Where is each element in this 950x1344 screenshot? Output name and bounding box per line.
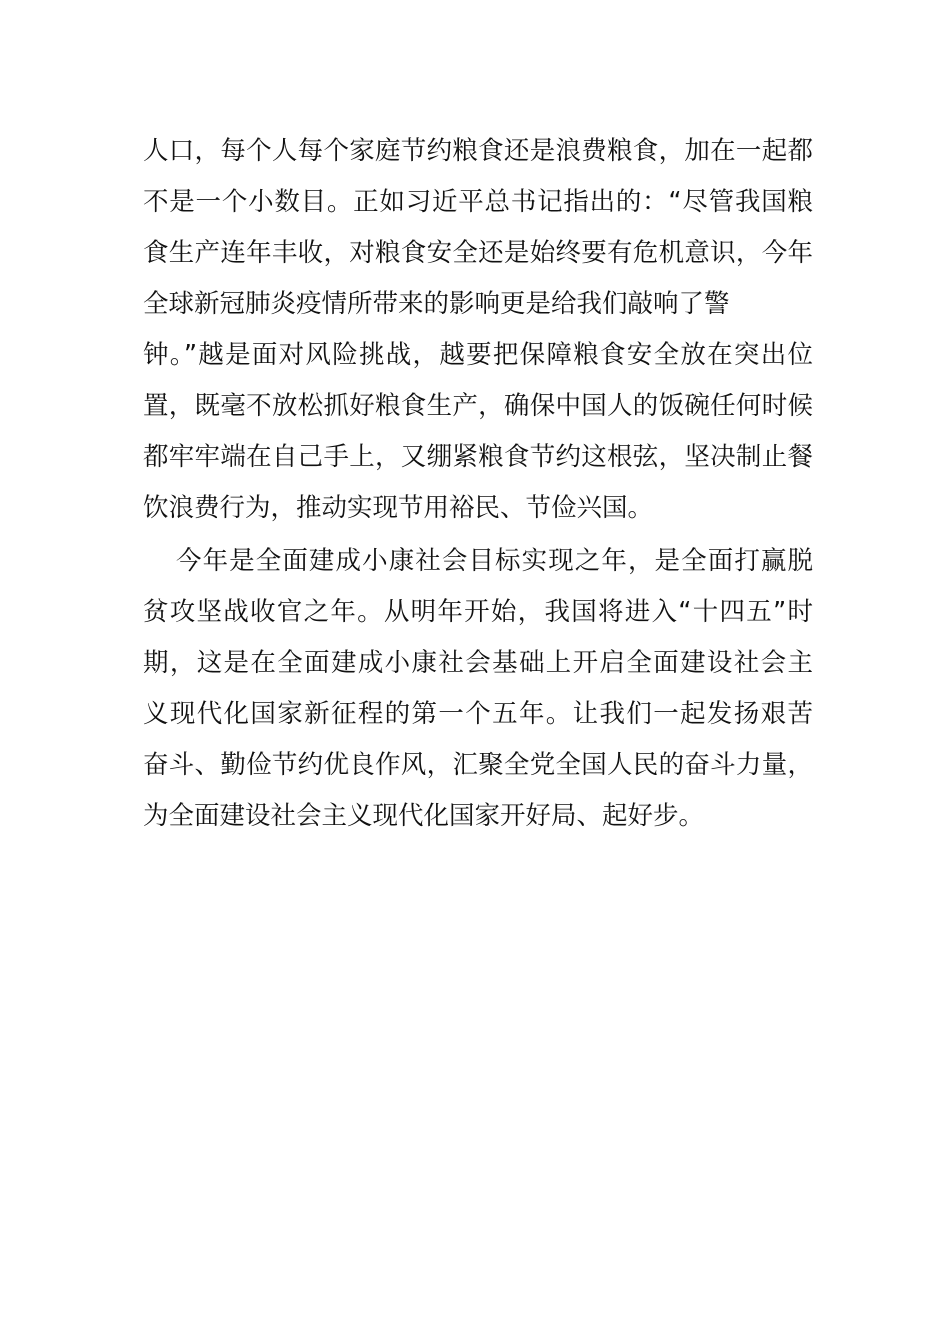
paragraph-line: 贫攻坚战收官之年。从明年开始，我国将进入“十四五”时 [143, 597, 813, 627]
paragraph-line: 为全面建设社会主义现代化国家开好局、起好步。 [143, 801, 705, 831]
paragraph-line: 今年是全面建成小康社会目标实现之年，是全面打赢脱 [176, 546, 813, 576]
paragraph-line: 期，这是在全面建成小康社会基础上开启全面建设社会主 [143, 648, 813, 678]
paragraph-line: 全球新冠肺炎疫情所带来的影响更是给我们敲响了警 [143, 289, 730, 319]
paragraph-line: 奋斗、勤俭节约优良作风，汇聚全党全国人民的奋斗力量， [143, 750, 813, 780]
paragraph-line: 食生产连年丰收，对粮食安全还是始终要有危机意识，今年 [143, 238, 813, 268]
paragraph-line: 人口，每个人每个家庭节约粮食还是浪费粮食，加在一起都 [143, 136, 813, 166]
paragraph-xiaokang-goal [143, 536, 813, 842]
paragraph-line: 置，既毫不放松抓好粮食生产，确保中国人的饭碗任何时候 [143, 391, 813, 421]
paragraph-line: 不是一个小数目。正如习近平总书记指出的：“尽管我国粮 [143, 187, 813, 217]
paragraph-grain-security [143, 126, 813, 534]
paragraph-line: 都牢牢端在自己手上，又绷紧粮食节约这根弦，坚决制止餐 [143, 442, 813, 472]
paragraph-line: 钟。”越是面对风险挑战，越要把保障粮食安全放在突出位 [143, 340, 813, 370]
paragraph-line: 饮浪费行为，推动实现节用裕民、节俭兴国。 [143, 493, 654, 523]
paragraph-line: 义现代化国家新征程的第一个五年。让我们一起发扬艰苦 [143, 699, 813, 729]
